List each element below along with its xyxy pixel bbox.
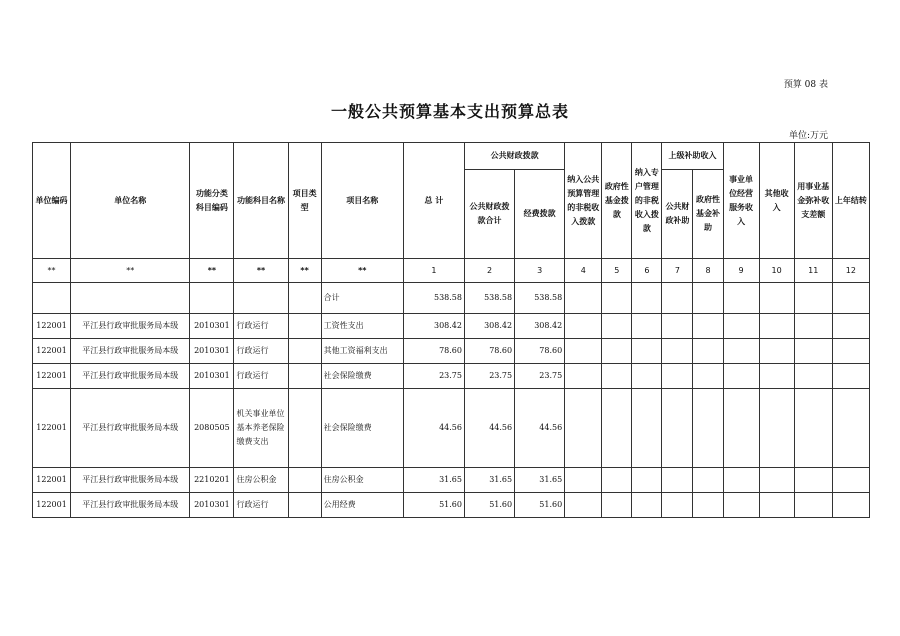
header-other-income: 其他收入 (759, 143, 794, 259)
item-name-cell: 社会保险缴费 (321, 389, 403, 468)
public-sum-cell: 31.65 (464, 468, 514, 493)
header-gov-fund-subsidy: 政府性基金补助 (693, 170, 723, 259)
index-cell: 10 (759, 259, 794, 283)
total-label: 合计 (321, 283, 403, 314)
funding-cell: 23.75 (515, 364, 565, 389)
index-cell: 5 (602, 259, 632, 283)
total-cell: 23.75 (403, 364, 464, 389)
table-row (33, 389, 870, 468)
index-cell: 7 (662, 259, 693, 283)
total-row (33, 283, 870, 314)
header-carry-over: 上年结转 (832, 143, 869, 259)
total-cell: 308.42 (403, 314, 464, 339)
func-name-cell: 机关事业单位基本养老保险缴费支出 (234, 389, 288, 468)
header-func-name: 功能科目名称 (234, 143, 288, 259)
public-sum-cell: 23.75 (464, 364, 514, 389)
total-amount: 538.58 (403, 283, 464, 314)
unit-code-cell: 122001 (33, 314, 71, 339)
item-type-cell (288, 339, 321, 364)
unit-name-cell: 平江县行政审批服务局本级 (71, 364, 190, 389)
unit-name-cell: 平江县行政审批服务局本级 (71, 493, 190, 518)
index-cell: ** (234, 259, 288, 283)
item-type-cell (288, 468, 321, 493)
item-name-cell: 住房公积金 (321, 468, 403, 493)
total-cell: 31.65 (403, 468, 464, 493)
header-superior-subsidy: 上级补助收入 (662, 143, 723, 170)
item-type-cell (288, 493, 321, 518)
header-funding: 经费拨款 (515, 170, 565, 259)
public-sum-cell: 51.60 (464, 493, 514, 518)
index-cell: 11 (794, 259, 832, 283)
unit-code-cell: 122001 (33, 389, 71, 468)
funding-cell: 308.42 (515, 314, 565, 339)
func-name-cell: 行政运行 (234, 314, 288, 339)
total-funding: 538.58 (515, 283, 565, 314)
funding-cell: 78.60 (515, 339, 565, 364)
index-cell: ** (321, 259, 403, 283)
form-code: 预算 08 表 (783, 80, 828, 90)
unit-code-cell: 122001 (33, 493, 71, 518)
index-cell: 3 (515, 259, 565, 283)
func-name-cell: 住房公积金 (234, 468, 288, 493)
index-cell: 8 (693, 259, 723, 283)
table-row (33, 314, 870, 339)
index-cell: 12 (832, 259, 869, 283)
func-name-cell: 行政运行 (234, 339, 288, 364)
item-type-cell (288, 314, 321, 339)
index-cell: ** (190, 259, 234, 283)
public-sum-cell: 308.42 (464, 314, 514, 339)
index-cell: 2 (464, 259, 514, 283)
item-name-cell: 公用经费 (321, 493, 403, 518)
item-type-cell (288, 389, 321, 468)
header-public-fiscal-subsidy: 公共财政补助 (662, 170, 693, 259)
funding-cell: 31.65 (515, 468, 565, 493)
func-code-cell: 2080505 (190, 389, 234, 468)
funding-cell: 51.60 (515, 493, 565, 518)
document-title: 一般公共预算基本支出预算总表 (330, 102, 569, 121)
unit-name-cell: 平江县行政审批服务局本级 (71, 314, 190, 339)
item-type-cell (288, 364, 321, 389)
item-name-cell: 其他工资福利支出 (321, 339, 403, 364)
item-name-cell: 社会保险缴费 (321, 364, 403, 389)
func-code-cell: 2210201 (190, 468, 234, 493)
index-cell: 9 (723, 259, 759, 283)
unit-name-cell: 平江县行政审批服务局本级 (71, 468, 190, 493)
func-name-cell: 行政运行 (234, 364, 288, 389)
budget-table (32, 142, 870, 518)
index-cell: 1 (403, 259, 464, 283)
total-cell: 78.60 (403, 339, 464, 364)
index-cell: ** (33, 259, 71, 283)
header-gov-fund: 政府性基金拨款 (602, 143, 632, 259)
table-row (33, 468, 870, 493)
index-cell: ** (288, 259, 321, 283)
index-cell: 6 (632, 259, 662, 283)
table-row (33, 364, 870, 389)
header-non-tax-income: 纳入公共预算管理的非税收入拨款 (565, 143, 602, 259)
func-name-cell: 行政运行 (234, 493, 288, 518)
public-sum-cell: 78.60 (464, 339, 514, 364)
total-public-sum: 538.58 (464, 283, 514, 314)
unit-code-cell: 122001 (33, 468, 71, 493)
unit-code-cell: 122001 (33, 339, 71, 364)
header-public-fiscal-sum: 公共财政拨款合计 (464, 170, 514, 259)
header-total: 总 计 (403, 143, 464, 259)
total-cell: 51.60 (403, 493, 464, 518)
column-index-row (33, 259, 870, 283)
header-func-code: 功能分类科目编码 (190, 143, 234, 259)
unit-code-cell: 122001 (33, 364, 71, 389)
table-row (33, 339, 870, 364)
header-unit-code: 单位编码 (33, 143, 71, 259)
unit-name-cell: 平江县行政审批服务局本级 (71, 389, 190, 468)
func-code-cell: 2010301 (190, 493, 234, 518)
total-cell: 44.56 (403, 389, 464, 468)
funding-cell: 44.56 (515, 389, 565, 468)
func-code-cell: 2010301 (190, 314, 234, 339)
index-cell: ** (71, 259, 190, 283)
header-operating-income: 事业单位经营服务收入 (723, 143, 759, 259)
func-code-cell: 2010301 (190, 339, 234, 364)
header-fund-balance: 用事业基金弥补收支差额 (794, 143, 832, 259)
header-item-type: 项目类型 (288, 143, 321, 259)
public-sum-cell: 44.56 (464, 389, 514, 468)
item-name-cell: 工资性支出 (321, 314, 403, 339)
unit-name-cell: 平江县行政审批服务局本级 (71, 339, 190, 364)
table-row (33, 493, 870, 518)
header-item-name: 项目名称 (321, 143, 403, 259)
header-unit-name: 单位名称 (71, 143, 190, 259)
index-cell: 4 (565, 259, 602, 283)
header-public-fiscal: 公共财政拨款 (464, 143, 564, 170)
func-code-cell: 2010301 (190, 364, 234, 389)
unit-label: 单位:万元 (788, 131, 828, 141)
header-special-non-tax: 纳入专户管理的非税收入拨款 (632, 143, 662, 259)
